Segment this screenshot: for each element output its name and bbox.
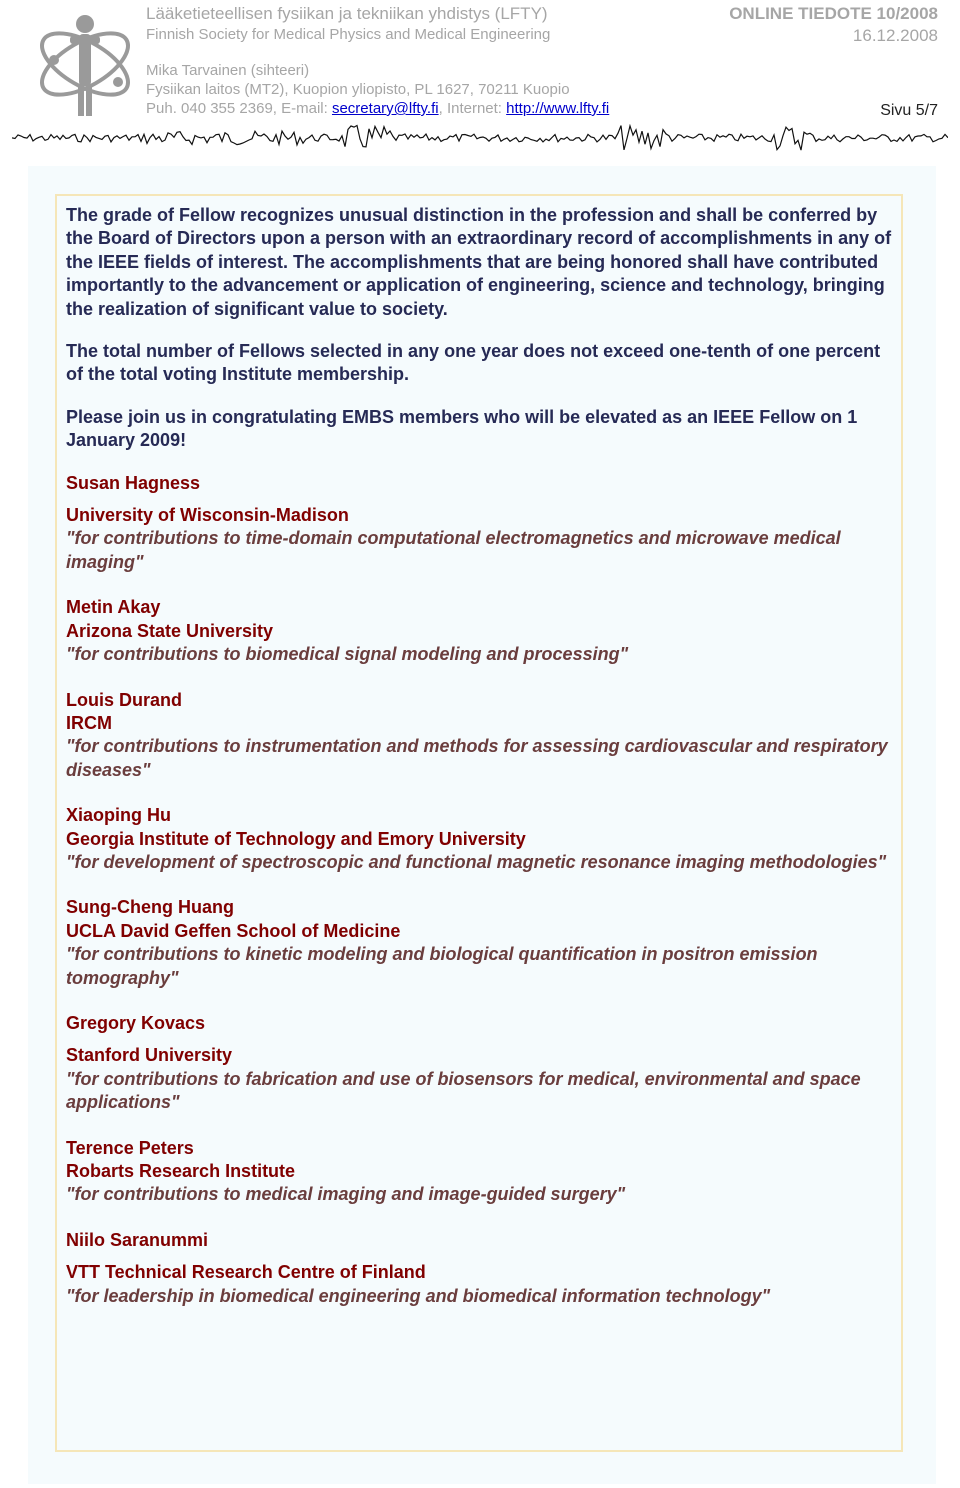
internet-label: , Internet: xyxy=(438,100,507,117)
fellow-institution: VTT Technical Research Centre of Finland xyxy=(66,1262,426,1283)
article-body xyxy=(66,204,901,1330)
fellow-name: Niilo Saranummi xyxy=(66,1229,209,1250)
bulletin-title: ONLINE TIEDOTE 10/2008 xyxy=(729,4,938,23)
contact-name: Mika Tarvainen (sihteeri) xyxy=(146,62,310,79)
fellow-citation: "for contributions to medical imaging and image-guided surgery" xyxy=(66,1184,626,1205)
fellow-citation: "for leadership in biomedical engineering and biomedical information technology" xyxy=(66,1285,771,1306)
fellow-entry xyxy=(66,1137,901,1207)
fellow-institution: Arizona State University xyxy=(66,620,274,641)
fellow-institution: Stanford University xyxy=(66,1045,233,1066)
fellow-institution: Georgia Institute of Technology and Emory University xyxy=(66,828,526,849)
fellow-institution: IRCM xyxy=(66,712,112,733)
fellow-name: Metin Akay xyxy=(66,597,161,618)
intro-paragraph-2: The total number of Fellows selected in any one year does not exceed one-tenth of one percent of the total voting Institute membership. xyxy=(66,341,881,385)
fellow-entry xyxy=(66,1012,901,1115)
fellow-name: Sung-Cheng Huang xyxy=(66,897,234,918)
fellow-entry xyxy=(66,689,901,783)
fellow-name: Louis Durand xyxy=(66,689,182,710)
fellow-name: Gregory Kovacs xyxy=(66,1012,206,1033)
page-number: Sivu 5/7 xyxy=(880,102,938,119)
fellow-entry xyxy=(66,896,901,990)
fellow-name: Xiaoping Hu xyxy=(66,805,171,826)
fellow-entry xyxy=(66,1229,901,1308)
contact-line xyxy=(146,100,609,117)
fellow-entry xyxy=(66,472,901,575)
intro-paragraph-1: The grade of Fellow recognizes unusual distinction in the profession and shall be conferred by the Board of Directors upon a person with an extraordinary record of accomplishments in any of the IEEE fields of interest. The accomplishments that are being honored shall have contributed importantly to the advancement or application of engineering, science and technology, bringing the realization of significant value to society. xyxy=(66,205,892,319)
website-link[interactable]: http://www.lfty.fi xyxy=(506,100,610,117)
bulletin-date: 16.12.2008 xyxy=(852,26,938,45)
fellow-institution: Robarts Research Institute xyxy=(66,1161,296,1181)
fellow-entry xyxy=(66,804,901,874)
fellow-name: Susan Hagness xyxy=(66,472,201,493)
fellow-citation: "for contributions to fabrication and use of biosensors for medical, environmental and space applications" xyxy=(66,1068,861,1113)
intro-paragraph-3: Please join us in congratulating EMBS members who will be elevated as an IEEE Fellow on 1 January 2009! xyxy=(66,406,858,451)
page-header xyxy=(0,0,960,160)
fellow-name: Terence Peters xyxy=(66,1137,194,1158)
org-name-en: Finnish Society for Medical Physics and Medical Engineering xyxy=(146,26,551,43)
fellow-citation: "for contributions to time-domain computational electromagnetics and microwave medical imaging" xyxy=(66,528,841,572)
org-name-fi: Lääketieteellisen fysiikan ja tekniikan yhdistys (LFTY) xyxy=(146,4,548,23)
fellow-citation: "for contributions to instrumentation and methods for assessing cardiovascular and respiratory diseases" xyxy=(66,736,888,780)
fellow-entry xyxy=(66,596,901,666)
fellow-citation: "for contributions to kinetic modeling and biological quantification in positron emission tomography" xyxy=(66,944,818,988)
contact-address: Fysiikan laitos (MT2), Kuopion yliopisto, PL 1627, 70211 Kuopio xyxy=(146,81,570,98)
fellow-institution: UCLA David Geffen School of Medicine xyxy=(66,920,401,941)
society-logo xyxy=(30,2,140,122)
email-link[interactable]: secretary@lfty.fi xyxy=(331,100,439,117)
fellow-citation: "for contributions to biomedical signal modeling and processing" xyxy=(66,644,629,665)
phone-text: Puh. 040 355 2369, E-mail: xyxy=(146,100,332,117)
signal-wave-divider xyxy=(12,124,948,156)
fellow-institution: University of Wisconsin-Madison xyxy=(66,505,349,526)
fellow-citation: "for development of spectroscopic and functional magnetic resonance imaging methodologies" xyxy=(66,851,887,872)
